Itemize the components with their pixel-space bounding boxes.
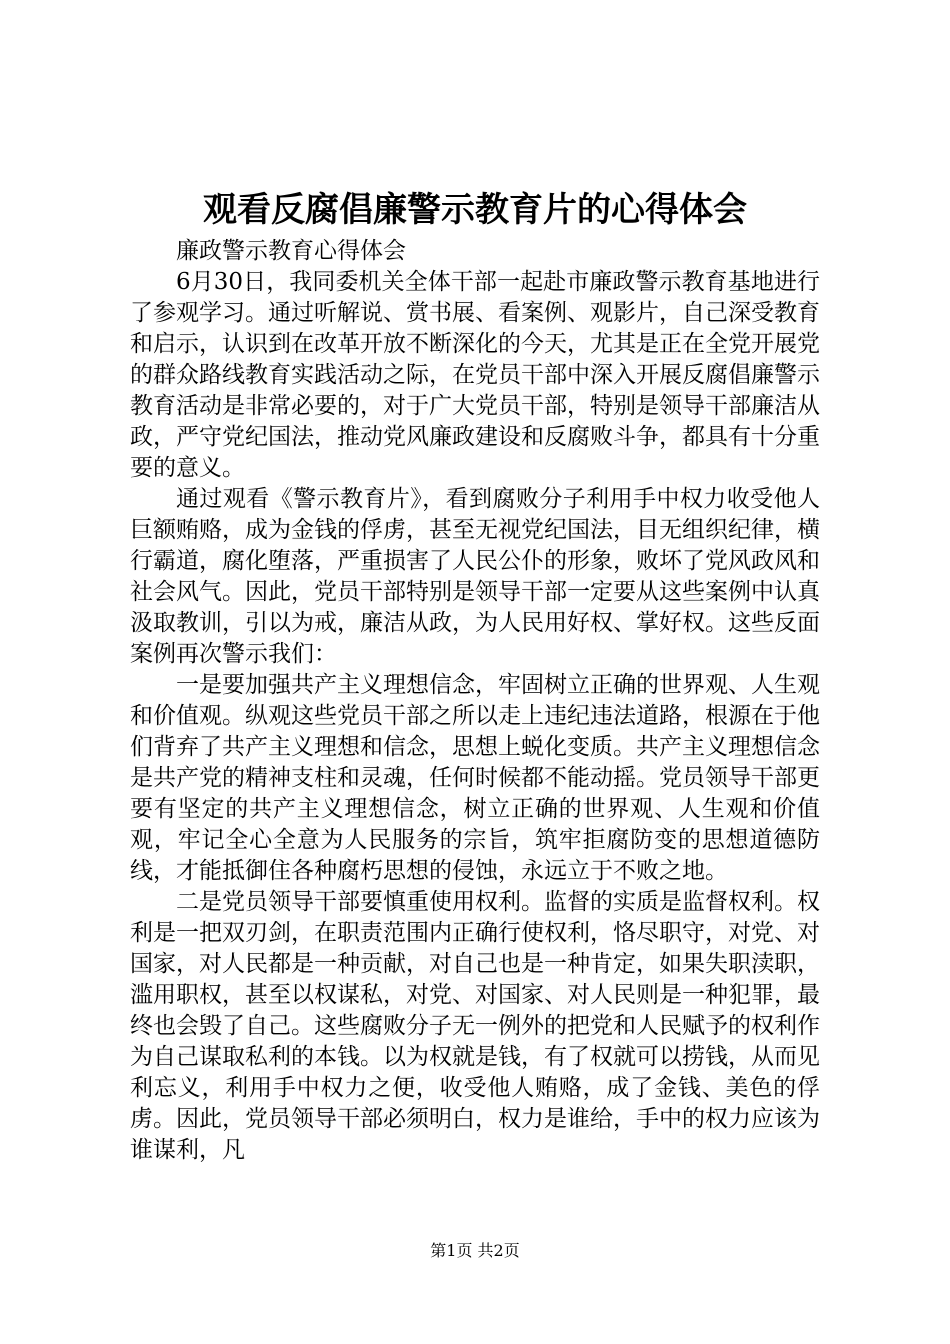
document-title: 观看反腐倡廉警示教育片的心得体会 xyxy=(203,190,747,230)
page-footer: 第1页 共2页 xyxy=(430,1241,520,1260)
paragraph-subtitle: 廉政警示教育心得体会 xyxy=(176,238,406,264)
paragraph-point-two: 二是党员领导干部要慎重使用权利。监督的实质是监督权利。权利是一把双刃剑，在职责范围内正确行使权利，恪尽职守，对党、对国家，对人民都是一种贡献，对自己也是一种肯定，如果失职渎职，滥用职权，甚至以权谋私，对党、对国家、对人民则是一种犯罪，最终也会毁了自己。这些腐败分子无一例外的把党和人民赋予的权利作为自己谋取私利的本钱。以为权就是钱，有了权就可以捞钱，从而见利忘义，利用手中权力之便，收受他人贿赂，成了金钱、美色的俘虏。因此，党员领导干部必须明白，权力是谁给，手中的权力应该为谁谋利，凡 xyxy=(130,889,820,1163)
paragraph-point-one: 一是要加强共产主义理想信念，牢固树立正确的世界观、人生观和价值观。纵观这些党员干部之所以走上违纪违法道路，根源在于他们背弃了共产主义理想和信念，思想上蜕化变质。共产主义理想信念是共产党的精神支柱和灵魂，任何时候都不能动摇。党员领导干部更要有坚定的共产主义理想信念，树立正确的世界观、人生观和价值观，牢记全心全意为人民服务的宗旨，筑牢拒腐防变的思想道德防线，才能抵御住各种腐朽思想的侵蚀，永远立于不败之地。 xyxy=(130,672,820,884)
paragraph-film: 通过观看《警示教育片》，看到腐败分子利用手中权力收受他人巨额贿赂，成为金钱的俘虏，甚至无视党纪国法，目无组织纪律，横行霸道，腐化堕落，严重损害了人民公仆的形象，败坏了党风政风和社会风气。因此，党员干部特别是领导干部一定要从这些案例中认真汲取教训，引以为戒，廉洁从政，为人民用好权、掌好权。这些反面案例再次警示我们： xyxy=(130,486,820,667)
paragraph-intro: 6月30日，我同委机关全体干部一起赴市廉政警示教育基地进行了参观学习。通过听解说、赏书展、看案例、观影片，自己深受教育和启示，认识到在改革开放不断深化的今天，尤其是正在全党开展党的群众路线教育实践活动之际，在党员干部中深入开展反腐倡廉警示教育活动是非常必要的，对于广大党员干部，特别是领导干部廉洁从政，严守党纪国法，推动党风廉政建设和反腐败斗争，都具有十分重要的意义。 xyxy=(130,269,820,481)
document-body xyxy=(130,236,820,1166)
